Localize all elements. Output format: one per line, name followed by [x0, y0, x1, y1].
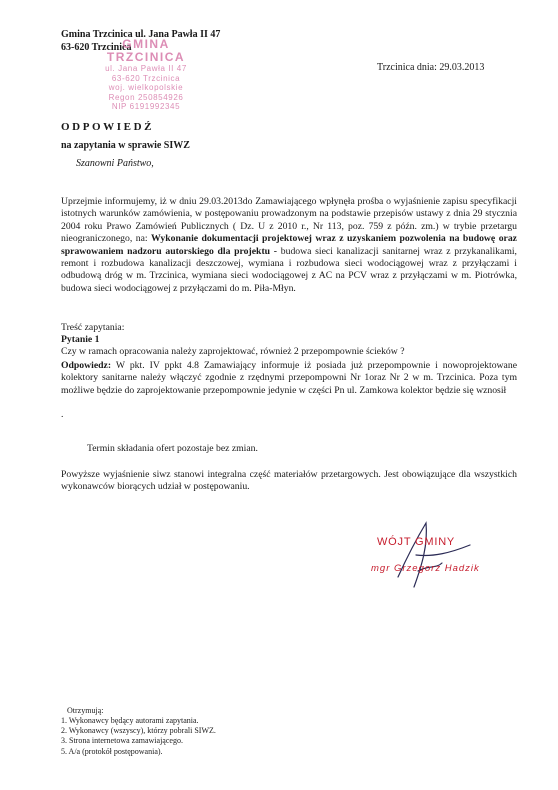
signatory-name: mgr Grzegorz Hadzik	[371, 563, 480, 574]
office-stamp	[86, 38, 206, 112]
intro-paragraph	[61, 196, 517, 295]
stamp-line: 63-620 Trzcinica	[111, 73, 181, 83]
answer-label: Odpowiedz:	[61, 360, 112, 371]
question-text: Czy w ramach opracowania należy zaprojektować, również 2 przepompownie ścieków ?	[61, 346, 405, 357]
recipients-list	[61, 716, 216, 757]
recipient-item: 2. Wykonawcy (wszyscy), którzy pobrali SIWZ.	[61, 726, 216, 736]
recipient-item: 3. Strona internetowa zamawiającego.	[61, 736, 183, 746]
letter-subject: na zapytania w sprawie SIWZ	[61, 140, 190, 151]
intro-text-continued: budowa sieci kanalizacji sanitarnej wraz z przykanalikami, remont i rozbudowa kanalizacji deszczowej, wymiana i rozbudowa sieci wodociągowej wraz z przyłączami i odbudową dróg w m. Trzcinica, wymiana sieci wodociągowej z AC na PCV wraz z przyłączami w m. Piotrówka, budowa sieci wodociągowej z przyłączami do m. Piła-Młyn.	[61, 245, 517, 294]
stamp-line: Regon 250854926	[108, 92, 184, 102]
handwritten-signature	[378, 515, 488, 595]
recipient-item: 5. A/a (protokół postępowania).	[61, 746, 163, 756]
greeting: Szanowni Państwo,	[76, 158, 154, 169]
intro-text: Uprzejmie informujemy, iż w dniu 29.03.2013do Zamawiającego wpłynęła prośba o wyjaśnienie zapisu specyfikacji istotnych warunków zamówienia, w postępowaniu prowadzonym na podstawie przepisów ustawy z dnia 29 stycznia 2004 roku Prawo Zamówień Publicznych ( Dz. U z 2010 r., Nr 113, poz. 759 z późn. zm.) w trybie przetargu nieograniczonego, na:	[61, 196, 517, 245]
recipient-item: 1. Wykonawcy będący autorami zapytania.	[61, 716, 199, 725]
answer-paragraph	[61, 360, 517, 397]
question-title: Pytanie 1	[61, 334, 100, 345]
sender-address-line-1: Gmina Trzcinica ul. Jana Pawła II 47	[61, 29, 221, 40]
signatory-title: WÓJT GMINY	[377, 536, 456, 548]
stamp-line: NIP 6191992345	[111, 102, 181, 111]
recipients-label: Otrzymują:	[67, 706, 104, 715]
closing-paragraph: Powyższe wyjaśnienie siwz stanowi integralna część materiałów przetargowych. Jest obowiązujące dla wszystkich wykonawców biorących udział w postępowaniu.	[61, 469, 517, 493]
deadline-note: Termin składania ofert pozostaje bez zmian.	[87, 443, 258, 454]
letter-date: Trzcinica dnia: 29.03.2013	[377, 62, 485, 73]
stamp-line: ul. Jana Pawła II 47	[105, 64, 187, 73]
sender-address-line-2: 63-620 Trzcinica	[61, 42, 132, 53]
separator-dot: .	[61, 409, 64, 420]
stamp-line: woj. wielkopolskie	[108, 83, 184, 92]
stamp-title: GMINA TRZCINICA	[106, 37, 186, 64]
intro-bold-text: Wykonanie dokumentacji projektowej wraz z uzyskaniem pozwolenia na budowę oraz sprawowaniem nadzoru autorskiego dla projektu -	[61, 233, 517, 257]
letter-title: ODPOWIEDŹ	[61, 121, 155, 133]
answer-text: W pkt. IV ppkt 4.8 Zamawiający informuje iż posiada już przepompownie i nowoprojektowane kolektory sanitarne należy włączyć zgodnie z rzędnymi przepompowni Nr 1oraz Nr 2 w m. Trzcinica. Poza tym możliwe będzie do zaprojektowanie przepompownie jedynie w części Pn ul. Zamkowa kolektor będzie się wznosił	[61, 360, 517, 396]
question-label: Treść zapytania:	[61, 322, 125, 333]
